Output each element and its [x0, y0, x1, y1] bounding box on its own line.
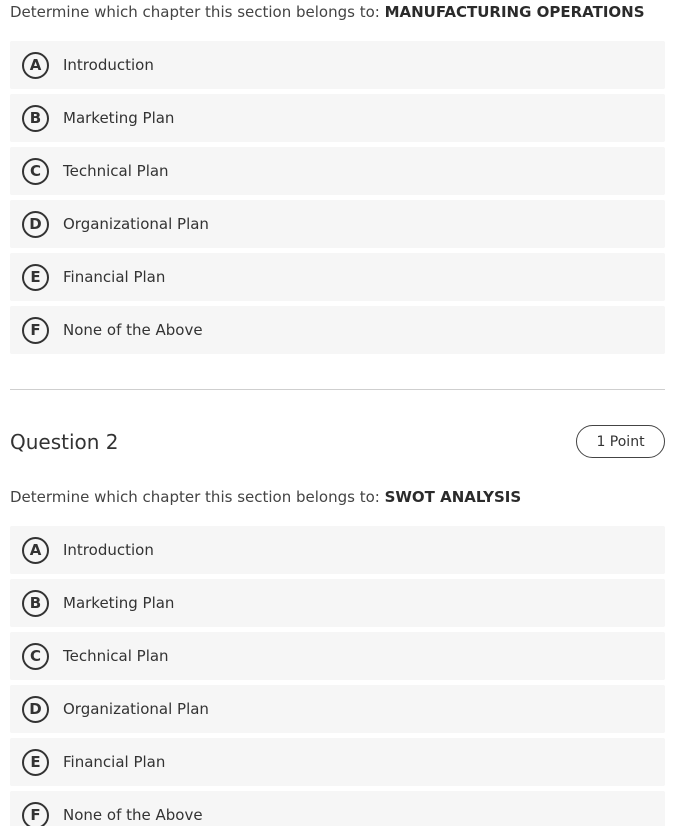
option-letter-badge: C — [22, 643, 49, 670]
question-divider — [10, 389, 665, 390]
option-letter-badge: B — [22, 590, 49, 617]
option-label: Financial Plan — [63, 753, 166, 771]
question-2-option-d[interactable] — [10, 685, 665, 733]
question-2-points-badge: 1 Point — [576, 425, 665, 458]
question-2-option-e[interactable] — [10, 738, 665, 786]
option-label: Marketing Plan — [63, 109, 175, 127]
option-letter-badge: A — [22, 52, 49, 79]
question-1-option-b[interactable] — [10, 94, 665, 142]
question-1-prompt — [10, 2, 645, 22]
question-2-option-b[interactable] — [10, 579, 665, 627]
option-letter-badge: D — [22, 696, 49, 723]
question-1-prompt-text: Determine which chapter this section belongs to: — [10, 3, 385, 21]
option-letter-badge: C — [22, 158, 49, 185]
option-label: Technical Plan — [63, 647, 169, 665]
question-2-options — [10, 526, 665, 826]
option-letter-badge: A — [22, 537, 49, 564]
option-label: Introduction — [63, 56, 154, 74]
question-1-section-name: MANUFACTURING OPERATIONS — [384, 3, 645, 21]
question-2-option-c[interactable] — [10, 632, 665, 680]
question-2-title: Question 2 — [10, 430, 119, 454]
question-1-option-e[interactable] — [10, 253, 665, 301]
question-2-prompt-text: Determine which chapter this section belongs to: — [10, 488, 385, 506]
option-label: Technical Plan — [63, 162, 169, 180]
question-1-option-c[interactable] — [10, 147, 665, 195]
question-2-option-a[interactable] — [10, 526, 665, 574]
option-letter-badge: B — [22, 105, 49, 132]
question-1-option-f[interactable] — [10, 306, 665, 354]
option-label: Organizational Plan — [63, 215, 209, 233]
question-2-prompt — [10, 487, 521, 507]
option-label: Introduction — [63, 541, 154, 559]
question-1-option-d[interactable] — [10, 200, 665, 248]
question-1-option-a[interactable] — [10, 41, 665, 89]
option-label: Organizational Plan — [63, 700, 209, 718]
option-label: None of the Above — [63, 321, 203, 339]
option-letter-badge: E — [22, 749, 49, 776]
option-letter-badge: F — [22, 317, 49, 344]
option-label: None of the Above — [63, 806, 203, 824]
option-letter-badge: D — [22, 211, 49, 238]
option-label: Marketing Plan — [63, 594, 175, 612]
question-2-option-f[interactable] — [10, 791, 665, 826]
question-1-options — [10, 41, 665, 359]
option-letter-badge: F — [22, 802, 49, 826]
option-letter-badge: E — [22, 264, 49, 291]
option-label: Financial Plan — [63, 268, 166, 286]
question-2-section-name: SWOT ANALYSIS — [384, 488, 522, 506]
